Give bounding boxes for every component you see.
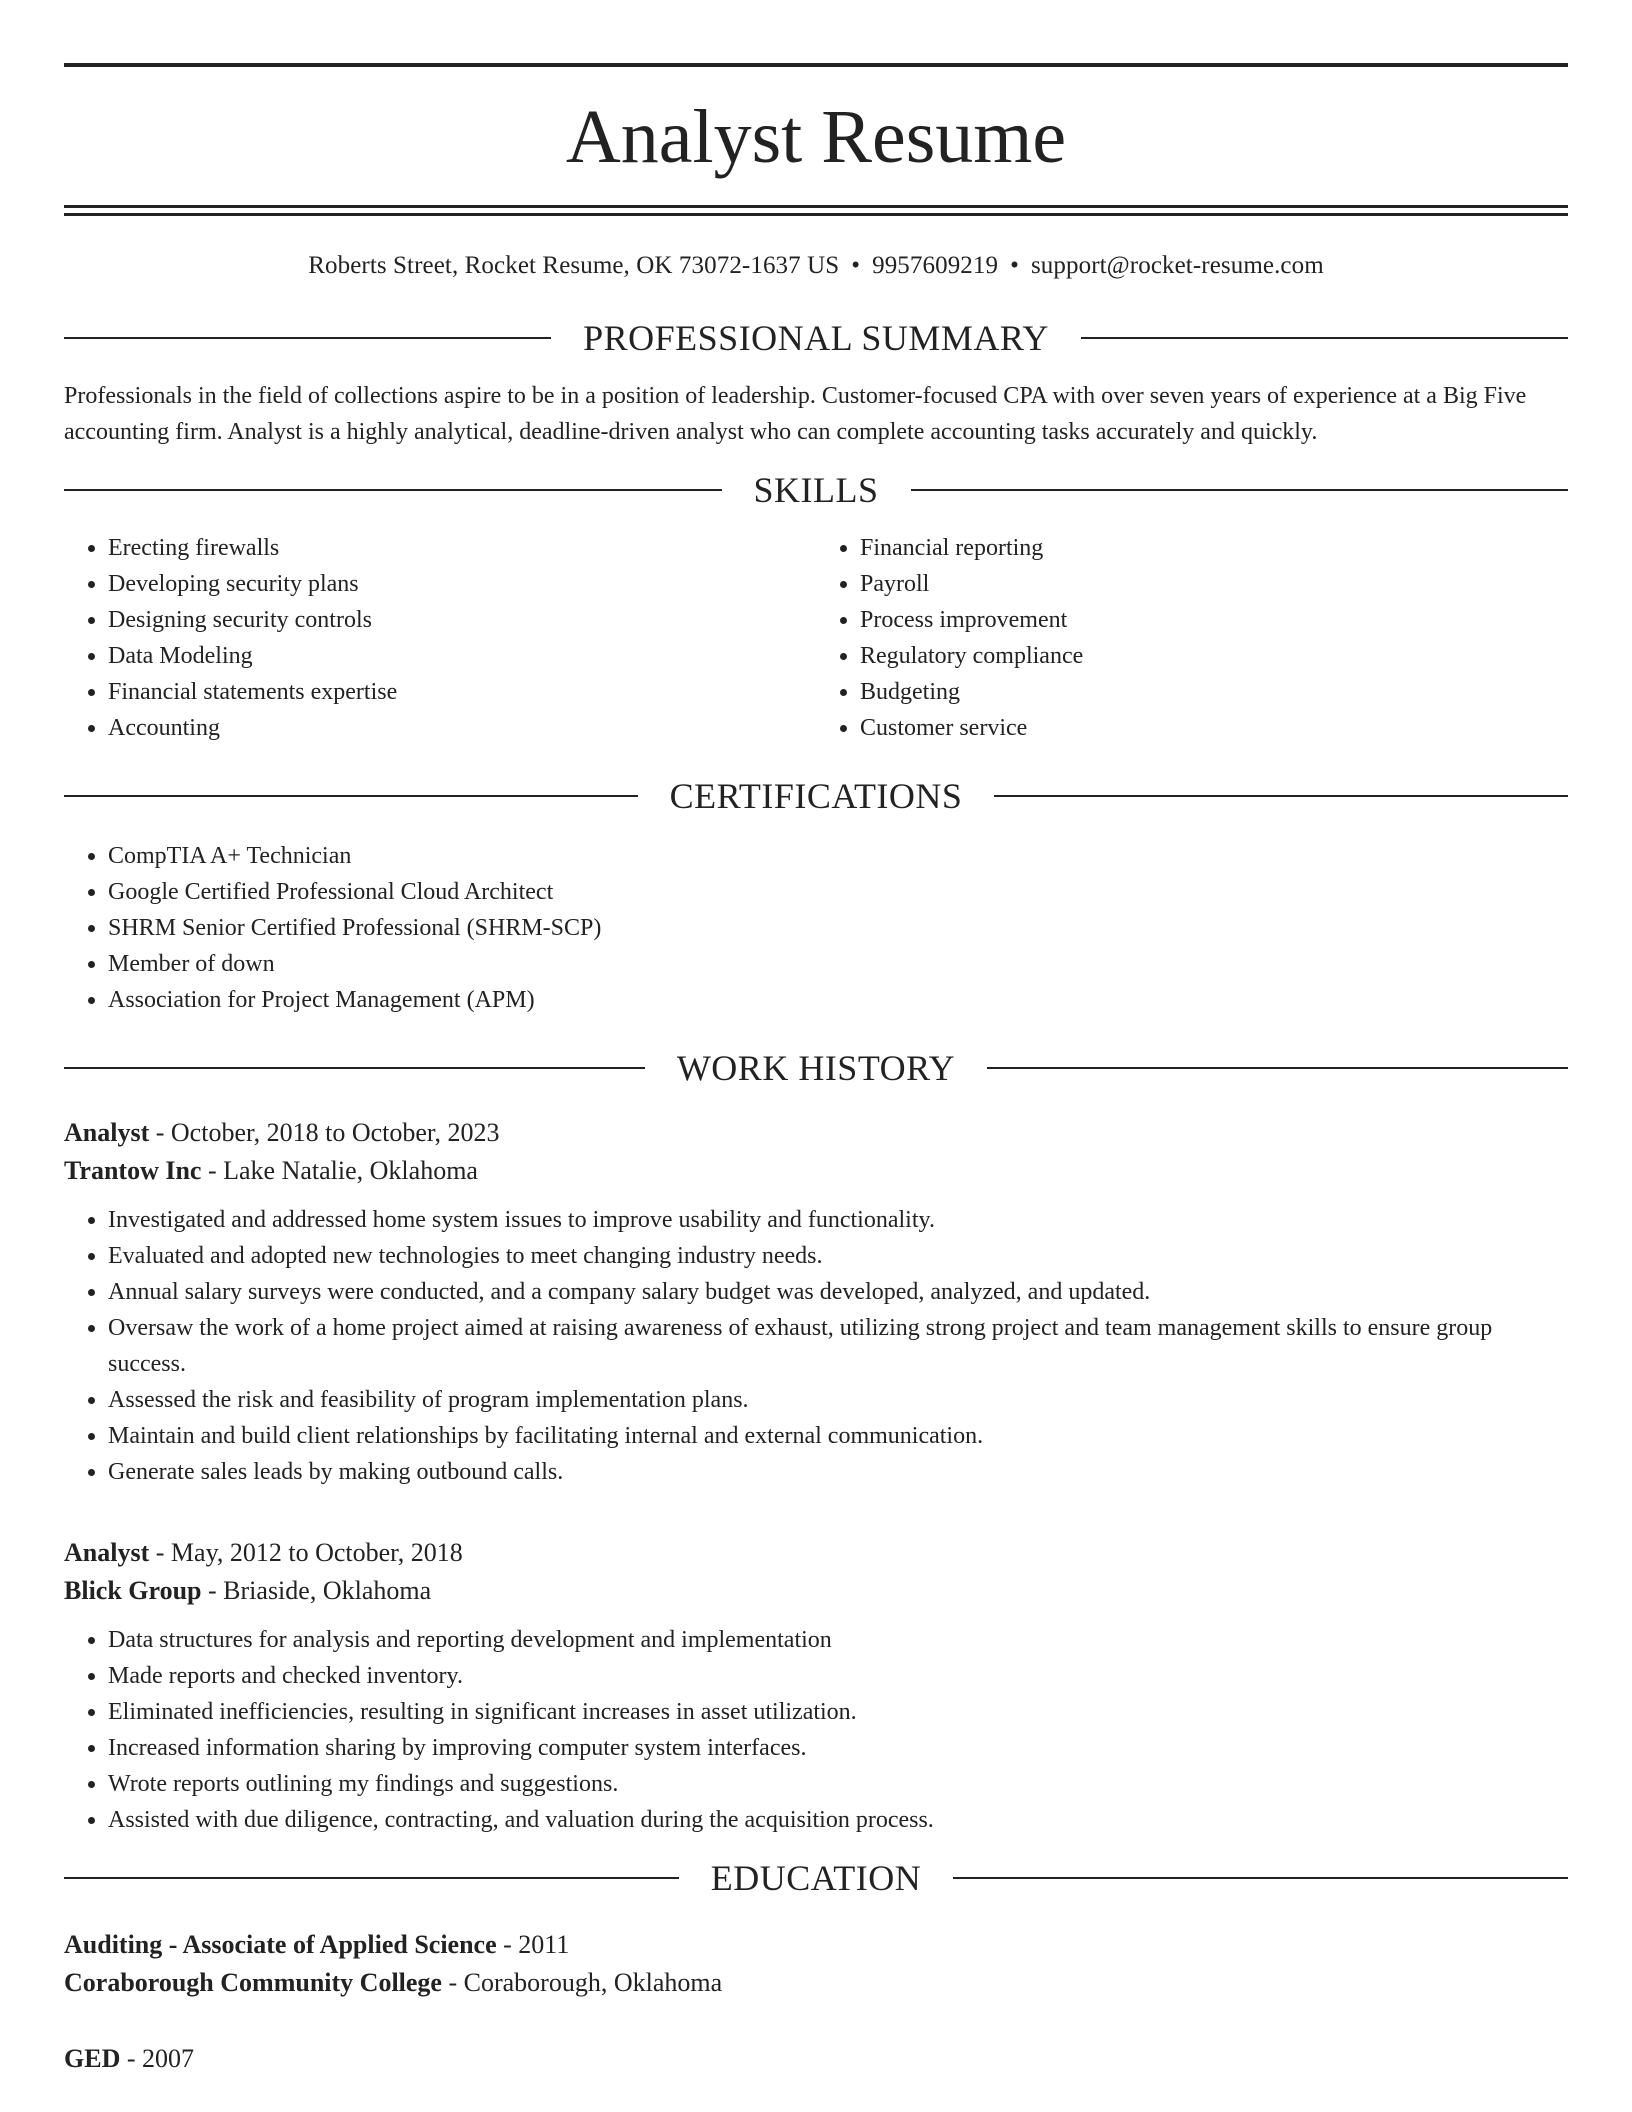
skill-item: • Financial statements expertise [108,674,816,710]
section-rule [911,489,1569,491]
job-bullet: • Eliminated inefficiencies, resulting in significant increases in asset utilization. [108,1694,1568,1730]
job-bullet: • Wrote reports outlining my findings and suggestions. [108,1766,1568,1802]
job-bullet: • Generate sales leads by making outbound calls. [108,1454,1568,1490]
job-bullet: • Investigated and addressed home system issues to improve usability and functionality. [108,1202,1568,1238]
section-rule [953,1877,1568,1879]
job-bullet: • Made reports and checked inventory. [108,1658,1568,1694]
certification-item: • SHRM Senior Certified Professional (SHRM-SCP) [108,910,1568,946]
contact-phone: 9957609219 [872,252,999,279]
education-degree-line [64,2040,1568,2078]
contact-address: Roberts Street, Rocket Resume, OK 73072-1637 US [308,252,840,279]
contact-separator: • [851,252,861,279]
education-location: - Coraborough, Oklahoma [441,1968,723,1997]
education-section-header [64,1858,1568,1898]
certification-item: • Google Certified Professional Cloud Architect [108,874,1568,910]
skill-item: • Designing security controls [108,602,816,638]
skills-section-header [64,470,1568,510]
education-degree: GED [64,2044,121,2073]
summary-section-title: PROFESSIONAL SUMMARY [583,318,1049,358]
work-history-list [64,1114,1568,1838]
job-bullet: • Assessed the risk and feasibility of program implementation plans. [108,1382,1568,1418]
certification-item: • CompTIA A+ Technician [108,838,1568,874]
title-double-rule [64,205,1568,216]
job-location: - Lake Natalie, Oklahoma [201,1156,478,1185]
education-school: Coraborough Community College [64,1968,442,1997]
job-title: Analyst [64,1538,150,1567]
section-rule [64,337,551,339]
skills-column-right [816,530,1568,746]
education-degree-line [64,1926,1568,1964]
job-company: Trantow Inc [64,1156,202,1185]
certifications-section-title: CERTIFICATIONS [669,776,963,816]
job-title-line [64,1534,1568,1572]
section-rule [64,489,722,491]
job-company-line [64,1152,1568,1190]
skills-list [64,530,1568,746]
section-rule [64,795,638,797]
section-rule [64,1067,645,1069]
contact-line [64,252,1568,280]
certifications-section-header [64,776,1568,816]
education-entry [64,2040,1568,2078]
summary-text: Professionals in the field of collections aspire to be in a position of leadership. Customer-focused CPA with over seven years of experience at a Big Five accounting firm. Analyst is a highly analytical, deadline-driven analyst who can complete accounting tasks accurately and quickly. [64,383,1527,445]
job-bullet: • Assisted with due diligence, contracting, and valuation during the acquisition process. [108,1802,1568,1838]
skill-item: • Accounting [108,710,816,746]
education-list [64,1926,1568,2078]
skill-item: • Erecting firewalls [108,530,816,566]
job-company-line [64,1572,1568,1610]
skill-item: • Budgeting [860,674,1568,710]
skill-item: • Payroll [860,566,1568,602]
education-section-title: EDUCATION [710,1858,922,1898]
job-bullet: • Evaluated and adopted new technologies to meet changing industry needs. [108,1238,1568,1274]
work-section-header [64,1048,1568,1088]
skill-item: • Data Modeling [108,638,816,674]
job-bullet: • Maintain and build client relationships by facilitating internal and external communication. [108,1418,1568,1454]
job-entry [64,1114,1568,1490]
job-dates: - October, 2018 to October, 2023 [149,1118,500,1147]
job-title: Analyst [64,1118,150,1147]
section-rule [1081,337,1568,339]
contact-email: support@rocket-resume.com [1030,252,1324,279]
skill-item: • Process improvement [860,602,1568,638]
job-bullet: • Increased information sharing by improving computer system interfaces. [108,1730,1568,1766]
work-section-title: WORK HISTORY [676,1048,956,1088]
skills-section-title: SKILLS [753,470,879,510]
job-company: Blick Group [64,1576,202,1605]
certification-item: • Association for Project Management (APM) [108,982,1568,1018]
certifications-list [64,838,1568,1018]
job-title-line [64,1114,1568,1152]
resume-title: Analyst Resume [565,95,1067,179]
job-entry [64,1534,1568,1838]
top-rule [64,63,1568,67]
job-bullets [64,1622,1568,1838]
section-rule [994,795,1568,797]
job-location: - Briaside, Oklahoma [201,1576,432,1605]
skill-item: • Customer service [860,710,1568,746]
summary-section-header [64,318,1568,358]
job-bullet: • Data structures for analysis and reporting development and implementation [108,1622,1568,1658]
education-year: - 2011 [496,1930,570,1959]
job-bullet: • Annual salary surveys were conducted, and a company salary budget was developed, analyzed, and updated. [108,1274,1568,1310]
skills-column-left [64,530,816,746]
education-entry [64,1926,1568,2002]
education-school-line [64,1964,1568,2002]
education-degree: Auditing - Associate of Applied Science [64,1930,497,1959]
skill-item: • Financial reporting [860,530,1568,566]
section-rule [987,1067,1568,1069]
job-bullets [64,1202,1568,1490]
education-year: - 2007 [120,2044,195,2073]
certification-item: • Member of down [108,946,1568,982]
job-dates: - May, 2012 to October, 2018 [149,1538,463,1567]
skill-item: • Regulatory compliance [860,638,1568,674]
skill-item: • Developing security plans [108,566,816,602]
job-bullet: • Oversaw the work of a home project aimed at raising awareness of exhaust, utilizing strong project and team management skills to ensure group success. [108,1310,1568,1382]
contact-separator: • [1010,252,1019,279]
section-rule [64,1877,679,1879]
